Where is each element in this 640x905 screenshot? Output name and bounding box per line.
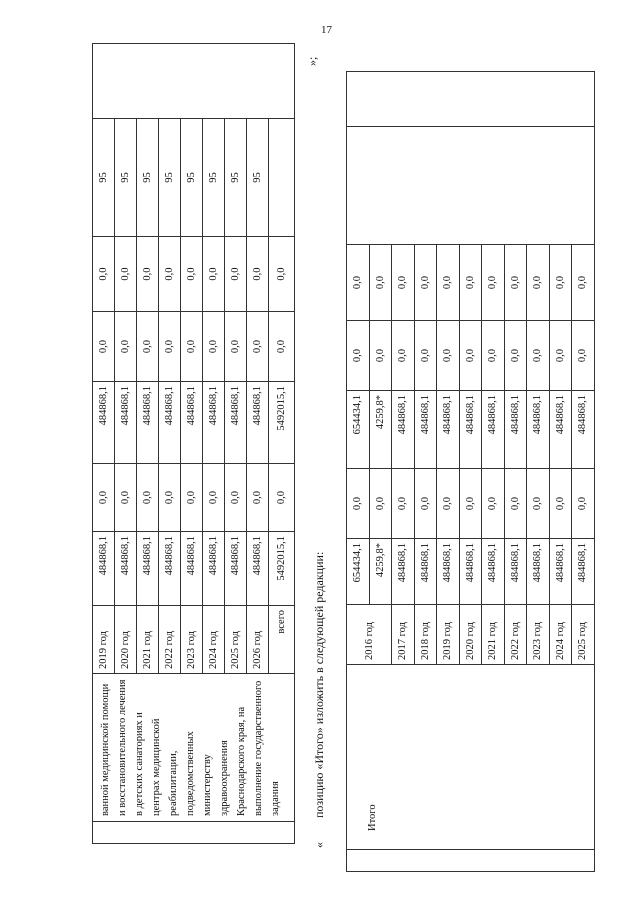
empty-cell bbox=[347, 72, 595, 127]
value-cell: 484868,1 bbox=[115, 382, 137, 464]
value-cell: 0,0 bbox=[392, 321, 415, 391]
value-cell: 484868,1 bbox=[572, 391, 595, 469]
value-cell: 484868,1 bbox=[93, 382, 115, 464]
value-cell: 0,0 bbox=[247, 237, 269, 312]
value-cell: 484868,1 bbox=[225, 532, 247, 606]
value-cell: 0,0 bbox=[203, 312, 225, 382]
empty-cell bbox=[347, 127, 595, 245]
indicator-cell: 95 bbox=[247, 119, 269, 237]
value-cell: 484868,1 bbox=[137, 382, 159, 464]
value-cell: 0,0 bbox=[225, 312, 247, 382]
value-cell: 0,0 bbox=[414, 245, 437, 321]
indicator-cell: 95 bbox=[181, 119, 203, 237]
value-cell: 484868,1 bbox=[482, 391, 505, 469]
value-cell: 0,0 bbox=[159, 312, 181, 382]
value-cell: 0,0 bbox=[392, 245, 415, 321]
row-number-cell bbox=[93, 822, 295, 844]
year-cell: 2019 год bbox=[437, 605, 460, 665]
value-cell: 0,0 bbox=[414, 469, 437, 539]
value-cell: 0,0 bbox=[203, 237, 225, 312]
description-cell: ванной медицинской помощи и восстановительного лечения в детских санаториях и центрах медицинской реабилитации, подведомственных министерству здравоохранения Краснодарского края, на выполнение государственного задания bbox=[93, 674, 295, 822]
value-cell: 0,0 bbox=[437, 321, 460, 391]
value-cell: 0,0 bbox=[504, 321, 527, 391]
value-cell: 0,0 bbox=[504, 469, 527, 539]
instruction-text: позицию «Итого» изложить в следующей редакции: bbox=[312, 551, 326, 818]
table2-wrapper bbox=[346, 71, 595, 872]
value-cell: 0,0 bbox=[247, 464, 269, 532]
indicator-cell: 95 bbox=[203, 119, 225, 237]
value-cell: 0,0 bbox=[181, 464, 203, 532]
value-cell: 484868,1 bbox=[549, 539, 572, 605]
row-number-cell bbox=[347, 850, 595, 872]
table2-body bbox=[347, 72, 595, 872]
value-cell: 0,0 bbox=[459, 245, 482, 321]
closing-quote: »; bbox=[305, 56, 319, 66]
value-cell: 0,0 bbox=[247, 312, 269, 382]
value-cell: 484868,1 bbox=[392, 539, 415, 605]
value-cell: 484868,1 bbox=[482, 539, 505, 605]
value-cell: 0,0 bbox=[203, 464, 225, 532]
value-cell: 0,0 bbox=[269, 464, 295, 532]
value-cell: 484868,1 bbox=[459, 539, 482, 605]
value-cell: 0,0 bbox=[527, 469, 550, 539]
value-cell: 484868,1 bbox=[414, 391, 437, 469]
indicator-cell bbox=[269, 119, 295, 237]
value-cell: 0,0 bbox=[459, 321, 482, 391]
value-cell: 484868,1 bbox=[392, 391, 415, 469]
value-cell: 0,0 bbox=[482, 321, 505, 391]
value-cell: 484868,1 bbox=[159, 382, 181, 464]
year-cell: 2022 год bbox=[159, 606, 181, 674]
value-cell: 484868,1 bbox=[504, 539, 527, 605]
value-cell: 0,0 bbox=[572, 469, 595, 539]
year-cell: всего bbox=[269, 606, 295, 674]
year-cell: 2022 год bbox=[504, 605, 527, 665]
value-cell: 0,0 bbox=[269, 312, 295, 382]
value-cell: 484868,1 bbox=[181, 532, 203, 606]
value-cell: 0,0 bbox=[369, 469, 392, 539]
value-cell: 0,0 bbox=[93, 237, 115, 312]
value-cell: 0,0 bbox=[414, 321, 437, 391]
value-cell: 0,0 bbox=[527, 321, 550, 391]
opening-quote: « bbox=[312, 842, 326, 848]
value-cell: 484868,1 bbox=[93, 532, 115, 606]
value-cell: 0,0 bbox=[549, 469, 572, 539]
year-cell: 2024 год bbox=[203, 606, 225, 674]
value-cell: 484868,1 bbox=[549, 391, 572, 469]
year-cell: 2016 год bbox=[347, 605, 392, 665]
value-cell: 0,0 bbox=[572, 245, 595, 321]
value-cell: 484868,1 bbox=[459, 391, 482, 469]
value-cell: 484868,1 bbox=[225, 382, 247, 464]
value-cell: 0,0 bbox=[181, 312, 203, 382]
value-cell: 0,0 bbox=[459, 469, 482, 539]
value-cell: 484868,1 bbox=[504, 391, 527, 469]
value-cell: 0,0 bbox=[93, 312, 115, 382]
table1-wrapper bbox=[92, 43, 295, 844]
value-cell: 0,0 bbox=[225, 464, 247, 532]
table-row bbox=[93, 44, 115, 844]
value-cell: 0,0 bbox=[181, 237, 203, 312]
year-cell: 2025 год bbox=[572, 605, 595, 665]
total-label-cell: Итого bbox=[347, 665, 595, 850]
instruction-sentence bbox=[312, 552, 327, 848]
value-cell: 484868,1 bbox=[203, 382, 225, 464]
value-cell: 654434,1 bbox=[347, 539, 370, 605]
table1-body bbox=[93, 44, 295, 844]
value-cell: 0,0 bbox=[527, 245, 550, 321]
table-row bbox=[347, 72, 370, 872]
year-cell: 2024 год bbox=[549, 605, 572, 665]
value-cell: 484868,1 bbox=[437, 391, 460, 469]
indicator-cell: 95 bbox=[225, 119, 247, 237]
value-cell: 484868,1 bbox=[159, 532, 181, 606]
year-cell: 2026 год bbox=[247, 606, 269, 674]
value-cell: 0,0 bbox=[115, 312, 137, 382]
value-cell: 484868,1 bbox=[437, 539, 460, 605]
value-cell: 0,0 bbox=[549, 245, 572, 321]
totals-table bbox=[346, 71, 595, 872]
value-cell: 0,0 bbox=[347, 469, 370, 539]
value-cell: 0,0 bbox=[572, 321, 595, 391]
value-cell: 0,0 bbox=[369, 321, 392, 391]
value-cell: 0,0 bbox=[159, 464, 181, 532]
value-cell: 484868,1 bbox=[115, 532, 137, 606]
indicator-cell: 95 bbox=[93, 119, 115, 237]
value-cell: 0,0 bbox=[115, 464, 137, 532]
value-cell: 0,0 bbox=[482, 469, 505, 539]
value-cell: 0,0 bbox=[225, 237, 247, 312]
value-cell: 0,0 bbox=[347, 321, 370, 391]
year-cell: 2020 год bbox=[115, 606, 137, 674]
year-cell: 2025 год bbox=[225, 606, 247, 674]
value-cell: 4259,8* bbox=[369, 539, 392, 605]
value-cell: 0,0 bbox=[437, 469, 460, 539]
value-cell: 0,0 bbox=[137, 464, 159, 532]
year-cell: 2018 год bbox=[414, 605, 437, 665]
value-cell: 0,0 bbox=[347, 245, 370, 321]
year-cell: 2021 год bbox=[482, 605, 505, 665]
page-number: 17 bbox=[321, 24, 332, 36]
value-cell: 484868,1 bbox=[572, 539, 595, 605]
value-cell: 0,0 bbox=[137, 312, 159, 382]
value-cell: 4259,8* bbox=[369, 391, 392, 469]
year-cell: 2021 год bbox=[137, 606, 159, 674]
value-cell: 484868,1 bbox=[181, 382, 203, 464]
indicator-cell: 95 bbox=[137, 119, 159, 237]
value-cell: 0,0 bbox=[137, 237, 159, 312]
year-cell: 2023 год bbox=[527, 605, 550, 665]
value-cell: 0,0 bbox=[159, 237, 181, 312]
year-cell: 2017 год bbox=[392, 605, 415, 665]
value-cell: 484868,1 bbox=[527, 391, 550, 469]
value-cell: 0,0 bbox=[369, 245, 392, 321]
value-cell: 0,0 bbox=[549, 321, 572, 391]
value-cell: 0,0 bbox=[93, 464, 115, 532]
value-cell: 0,0 bbox=[269, 237, 295, 312]
value-cell: 0,0 bbox=[115, 237, 137, 312]
value-cell: 484868,1 bbox=[247, 382, 269, 464]
continuation-table bbox=[92, 43, 295, 844]
value-cell: 484868,1 bbox=[247, 532, 269, 606]
value-cell: 484868,1 bbox=[527, 539, 550, 605]
value-cell: 484868,1 bbox=[137, 532, 159, 606]
empty-cell bbox=[93, 44, 295, 119]
value-cell: 484868,1 bbox=[203, 532, 225, 606]
value-cell: 5492015,1 bbox=[269, 532, 295, 606]
value-cell: 0,0 bbox=[504, 245, 527, 321]
value-cell: 5492015,1 bbox=[269, 382, 295, 464]
year-cell: 2019 год bbox=[93, 606, 115, 674]
value-cell: 484868,1 bbox=[414, 539, 437, 605]
value-cell: 0,0 bbox=[392, 469, 415, 539]
value-cell: 0,0 bbox=[437, 245, 460, 321]
value-cell: 654434,1 bbox=[347, 391, 370, 469]
year-cell: 2020 год bbox=[459, 605, 482, 665]
year-cell: 2023 год bbox=[181, 606, 203, 674]
indicator-cell: 95 bbox=[159, 119, 181, 237]
value-cell: 0,0 bbox=[482, 245, 505, 321]
indicator-cell: 95 bbox=[115, 119, 137, 237]
